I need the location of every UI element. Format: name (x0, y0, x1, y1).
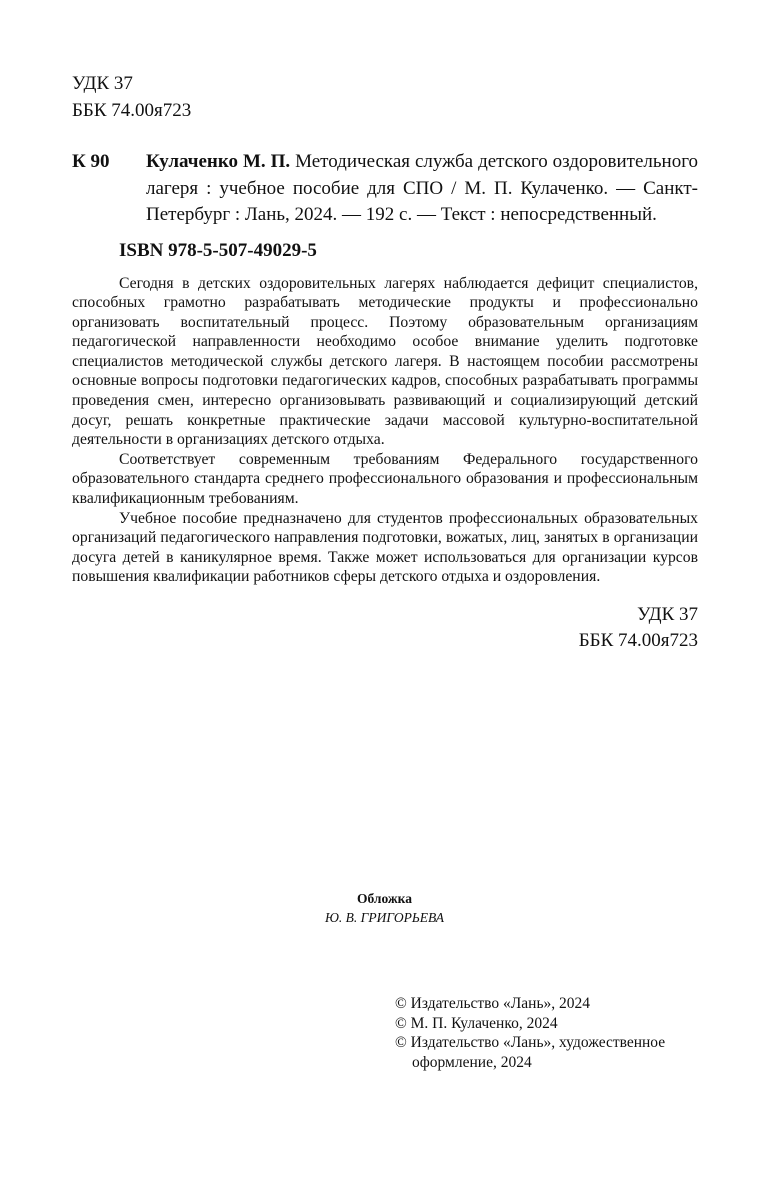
author-name: Кулаченко М. П. (146, 151, 291, 172)
classification-codes-bottom (72, 602, 698, 654)
cover-credits (0, 889, 769, 927)
annotation-paragraph: Учебное пособие предназначено для студентов профессиональных образовательных организаций педагогического направления подготовки, вожатых, лиц, занятых в организации досуга детей в каникулярное время. Также может использоваться для организации курсов повышения квалификации работников сферы детского отдыха и оздоровления. (72, 509, 698, 586)
classification-codes-top (72, 70, 698, 124)
bibliographic-description (72, 149, 698, 229)
annotation-paragraph: Соответствует современным требованиям Федерального государственного образовательного стандарта среднего профессионального образования и профессиональным квалификационным требованиям. (72, 450, 698, 508)
cover-designer: Ю. В. ГРИГОРЬЕВА (324, 910, 445, 925)
copyright-line: © Издательство «Лань», 2024 (395, 995, 591, 1012)
copyright-block (395, 994, 715, 1072)
bbk-code: ББК 74.00я723 (72, 100, 192, 121)
bbk-code: ББК 74.00я723 (578, 630, 698, 651)
udk-code: УДК 37 (637, 604, 698, 625)
imprint-page (72, 70, 698, 654)
annotation (72, 274, 698, 588)
copyright-line: © Издательство «Лань», художественное оформление, 2024 (395, 1034, 666, 1071)
catalog-entry (72, 149, 698, 229)
isbn: ISBN 978-5-507-49029-5 (119, 239, 317, 261)
author-mark: К 90 (72, 151, 110, 172)
cover-role: Обложка (356, 891, 412, 906)
udk-code: УДК 37 (72, 73, 133, 94)
copyright-line: © М. П. Кулаченко, 2024 (395, 1014, 558, 1032)
book-description: Методическая служба детского оздоровительного лагеря : учебное пособие для СПО / М. П. Кулаченко. — Санкт-Петербург : Лань, 2024. — 192 с. — Текст : непосредственный. (146, 151, 699, 225)
annotation-paragraph: Сегодня в детских оздоровительных лагерях наблюдается дефицит специалистов, способных грамотно разрабатывать методические продукты и профессионально организовать воспитательный процесс. Поэтому образовательным организациям педагогической направленности необходимо особое внимание уделить подготовке специалистов методической службы детского лагеря. В настоящем пособии рассмотрены основные вопросы подготовки педагогических кадров, способных разрабатывать программы проведения смен, интересно организовывать развивающий и социализирующий детский досуг, решать конкретные практические задачи массовой культурно-воспитательной деятельности в организациях детского отдыха. (72, 274, 698, 449)
